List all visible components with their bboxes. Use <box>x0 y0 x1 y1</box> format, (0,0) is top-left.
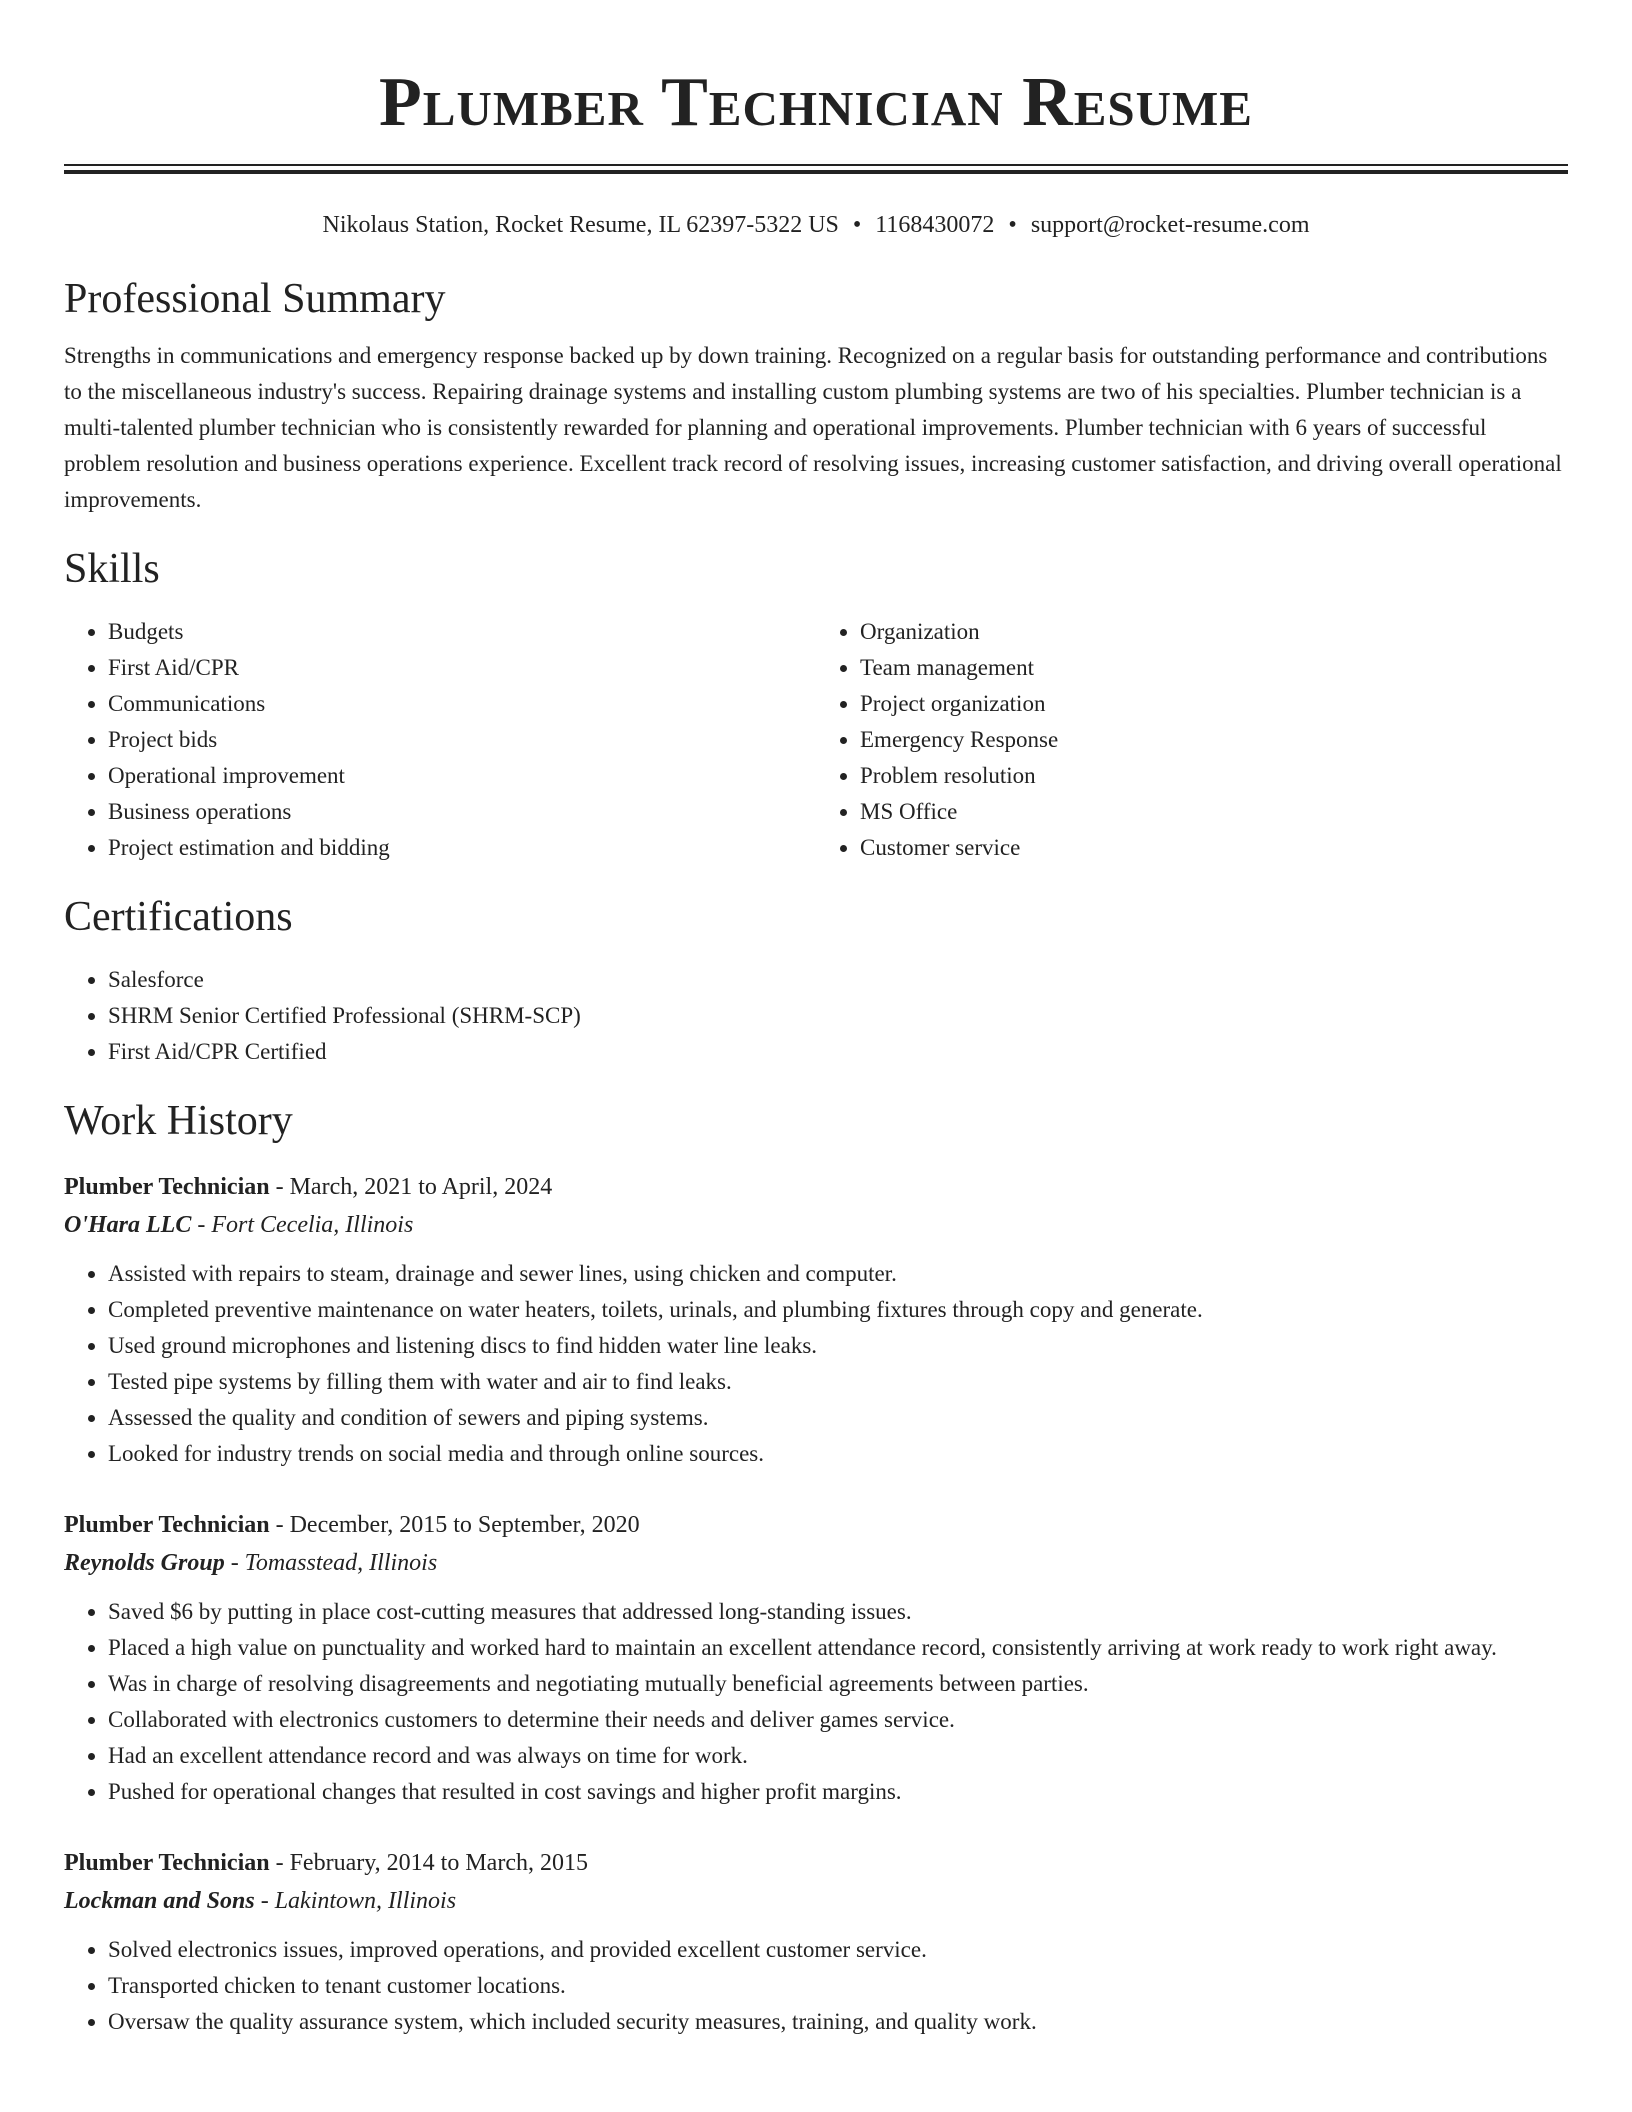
summary-heading: Professional Summary <box>64 276 446 322</box>
job-bullet: • Looked for industry trends on social media and through online sources. <box>108 1436 1568 1472</box>
job-bullets <box>64 1932 1568 2040</box>
summary-text: Strengths in communications and emergency response backed up by down training. Recognized on a regular basis for outstanding performance and contributions to the miscellaneous industry's success. Repairing drainage systems and installing custom plumbing systems are two of his specialties. Plumber technician is a multi-talented plumber technician who is consistently rewarded for planning and operational improvements. Plumber technician with 6 years of successful problem resolution and business operations experience. Excellent track record of resolving issues, increasing customer satisfaction, and driving overall operational improvements. <box>64 343 1562 512</box>
job-title-line <box>64 1168 1568 1206</box>
skill-item: • MS Office <box>860 794 1568 830</box>
skill-item: • Project organization <box>860 686 1568 722</box>
job-location: - Fort Cecelia, Illinois <box>191 1212 414 1238</box>
job-title: Plumber Technician <box>64 1174 270 1200</box>
contact-line <box>64 210 1568 240</box>
job-title-line <box>64 1844 1568 1882</box>
skill-item: • Budgets <box>108 614 816 650</box>
job-location: - Lakintown, Illinois <box>254 1888 457 1914</box>
job-company: O'Hara LLC <box>64 1212 192 1238</box>
job-dates: - February, 2014 to March, 2015 <box>269 1850 588 1876</box>
work-history-heading: Work History <box>64 1098 293 1144</box>
skills-columns <box>64 614 1568 866</box>
certifications-heading: Certifications <box>64 894 293 940</box>
contact-address: Nikolaus Station, Rocket Resume, IL 62397-5322 US <box>322 212 839 238</box>
skill-item: • Problem resolution <box>860 758 1568 794</box>
job-company-line <box>64 1206 1568 1244</box>
job-title: Plumber Technician <box>64 1850 270 1876</box>
job-company: Reynolds Group <box>64 1550 225 1576</box>
job-location: - Tomasstead, Illinois <box>224 1550 438 1576</box>
skill-item: • Business operations <box>108 794 816 830</box>
contact-email[interactable]: support@rocket-resume.com <box>1030 212 1310 238</box>
skill-item: • Emergency Response <box>860 722 1568 758</box>
job-bullet: • Had an excellent attendance record and was always on time for work. <box>108 1738 1568 1774</box>
skills-list-right <box>816 614 1568 866</box>
skill-item: • Operational improvement <box>108 758 816 794</box>
title-divider-thin <box>64 164 1568 166</box>
skill-item: • Organization <box>860 614 1568 650</box>
job-dates: - December, 2015 to September, 2020 <box>269 1512 640 1538</box>
title-divider-thick <box>64 170 1568 174</box>
job-company-line <box>64 1882 1568 1920</box>
job-entry <box>64 1506 1568 1810</box>
skill-item: • Project estimation and bidding <box>108 830 816 866</box>
job-bullet: • Solved electronics issues, improved operations, and provided excellent customer service. <box>108 1932 1568 1968</box>
certification-item: • First Aid/CPR Certified <box>108 1034 1568 1070</box>
job-bullet: • Assisted with repairs to steam, drainage and sewer lines, using chicken and computer. <box>108 1256 1568 1292</box>
job-entry <box>64 1844 1568 2040</box>
contact-separator: • <box>852 212 862 238</box>
skill-item: • Communications <box>108 686 816 722</box>
job-bullet: • Used ground microphones and listening discs to find hidden water line leaks. <box>108 1328 1568 1364</box>
job-bullet: • Completed preventive maintenance on water heaters, toilets, urinals, and plumbing fixtures through copy and generate. <box>108 1292 1568 1328</box>
contact-separator: • <box>1008 212 1017 238</box>
job-bullets <box>64 1594 1568 1810</box>
skill-item: • Team management <box>860 650 1568 686</box>
job-bullet: • Tested pipe systems by filling them with water and air to find leaks. <box>108 1364 1568 1400</box>
job-bullet: • Oversaw the quality assurance system, which included security measures, training, and quality work. <box>108 2004 1568 2040</box>
job-bullet: • Collaborated with electronics customers to determine their needs and deliver games service. <box>108 1702 1568 1738</box>
certification-item: • Salesforce <box>108 962 1568 998</box>
job-bullets <box>64 1256 1568 1472</box>
contact-phone: 1168430072 <box>875 212 995 238</box>
job-bullet: • Was in charge of resolving disagreements and negotiating mutually beneficial agreements between parties. <box>108 1666 1568 1702</box>
job-dates: - March, 2021 to April, 2024 <box>269 1174 553 1200</box>
skills-heading: Skills <box>64 546 160 592</box>
skill-item: • Project bids <box>108 722 816 758</box>
job-company: Lockman and Sons <box>64 1888 255 1914</box>
job-bullet: • Assessed the quality and condition of sewers and piping systems. <box>108 1400 1568 1436</box>
job-bullet: • Saved $6 by putting in place cost-cutting measures that addressed long-standing issues. <box>108 1594 1568 1630</box>
job-title-line <box>64 1506 1568 1544</box>
job-bullet: • Placed a high value on punctuality and worked hard to maintain an excellent attendance record, consistently arriving at work ready to work right away. <box>108 1630 1568 1666</box>
skills-list-left <box>64 614 816 866</box>
job-entry <box>64 1168 1568 1472</box>
resume-content <box>64 0 1568 2040</box>
skill-item: • Customer service <box>860 830 1568 866</box>
job-company-line <box>64 1544 1568 1582</box>
certifications-list <box>64 962 1568 1070</box>
job-bullet: • Transported chicken to tenant customer locations. <box>108 1968 1568 2004</box>
skill-item: • First Aid/CPR <box>108 650 816 686</box>
job-bullet: • Pushed for operational changes that resulted in cost savings and higher profit margins. <box>108 1774 1568 1810</box>
job-title: Plumber Technician <box>64 1512 270 1538</box>
certification-item: • SHRM Senior Certified Professional (SHRM-SCP) <box>108 998 1568 1034</box>
resume-title: Plumber Technician Resume <box>379 64 1253 141</box>
